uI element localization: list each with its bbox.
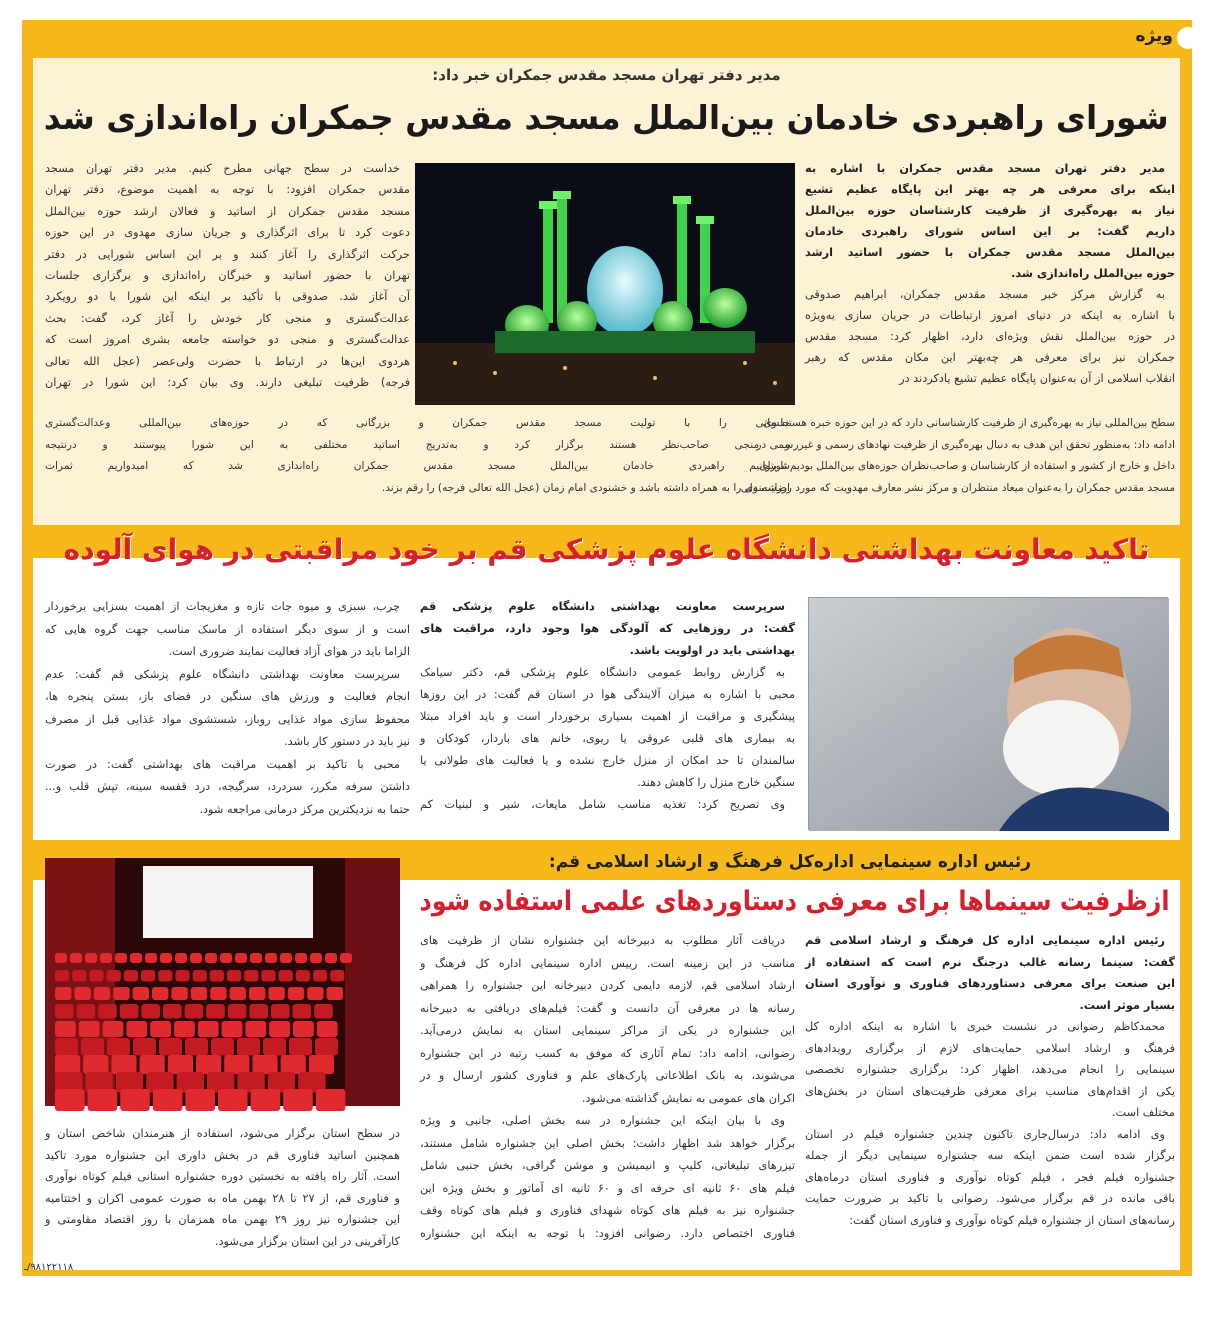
article-column — [45, 596, 410, 821]
text-line: این جشنواره در یکی از مراکز سینمایی استان به نمایش درمی‌آید. — [420, 1024, 795, 1037]
cinema-seat — [230, 987, 246, 1000]
text-line: فرهنگ و ارشاد اسلامی حمایت‌های لازم از برگزاری رویدادهای — [805, 1041, 1175, 1055]
text-line: ارزشمندی را به همراه داشته باشد و خشنودی امام زمان (عجل الله تعالی فرجه) را رقم بزند. — [381, 481, 790, 494]
text-line: با اشاره به اینکه در دنیای امروز ارتباطات در جریان سازی به‌ویژه — [805, 309, 1175, 322]
text-line: تهران با حضور اساتید و خبرگان راه‌اندازی و برگزاری جلسات — [45, 268, 410, 282]
text-line: سینمایی را انجام می‌دهد، اظهار کرد: برگزاری جشنواره تخصصی — [805, 1063, 1175, 1076]
text-line: عدالت‌گستری و منجی کار خودش را آغاز کرد، گفت: بحث — [45, 311, 410, 325]
cinema-seat — [185, 1089, 215, 1111]
text-line: آن آغاز شد. صدوقی با تأکید بر اینکه این شورا با دو رویکرد — [45, 290, 410, 304]
article-column — [420, 930, 795, 1245]
text-line: در سطح استان برگزار می‌شود، استفاده از هنرمندان شاخص استان و — [45, 1127, 400, 1140]
text-line: مناسب در این زمینه است. رییس اداره سینمایی اداره کل فرهنگ و — [420, 956, 795, 970]
text-line: شورای راهبردی خادمان بین‌الملل مسجد مقدس جمکران راه‌اندازی شد که امیدواریم ثمرات — [45, 460, 790, 472]
cinema-seat — [249, 987, 265, 1000]
text-line: عدالت‌گستری و منجی دو خواسته جامعه بشری امروز است که — [45, 333, 410, 347]
paragraph — [45, 664, 410, 754]
text-line: فناوری اختصاص دارد. رضوانی افزود: با توجه به اینکه این جشنواره — [420, 1226, 795, 1240]
cinema-seat — [85, 953, 97, 963]
cinema-seat — [268, 987, 284, 1000]
text-line: پیشگیری و مراقبت از اهمیت بسیاری برخوردار است و باید افراد مبتلا — [420, 710, 795, 723]
section-bullet-icon — [1177, 27, 1199, 49]
cinema-seat — [279, 970, 293, 982]
cinema-seat — [98, 1004, 117, 1019]
cinema-seat — [325, 953, 337, 963]
cinema-seat — [227, 970, 241, 982]
cinema-seat — [293, 1004, 312, 1019]
cinema-seat — [224, 1055, 249, 1074]
text-line: انجام فعالیت و ورزش های سنگین در فضای باز، بستن پنجره ها، — [45, 690, 410, 703]
article-column — [740, 413, 1175, 499]
cinema-seat — [340, 953, 352, 963]
text-line: مقدس جمکران افزود: با توجه به اهمیت موضوع، دفتر تهران — [45, 183, 410, 197]
cinema-seat — [313, 970, 327, 982]
section-label: ویژه — [1135, 26, 1173, 46]
lede-line: گفت: در روزهایی که آلودگی هوا وجود دارد، مراقبت های — [420, 622, 795, 635]
cinema-seat — [289, 1038, 312, 1056]
text-line: انقلاب اسلامی از آن به‌عنوان پایگاه عظیم تشیع یادکردند در — [899, 372, 1175, 385]
lede-line: این صنعت برای معرفی دستاوردهای فناوری و نوآوری استان — [805, 977, 1175, 990]
article-headline: ازظرفیت سینماها برای معرفی دستاوردهای علمی استفاده شود — [419, 886, 1170, 917]
article-column — [45, 413, 790, 499]
paragraph — [420, 662, 795, 794]
cinema-seat — [83, 1055, 108, 1074]
text-line: باقی مانده در قم برگزار می‌شود. رضوانی با تاکید بر ضرورت حمایت — [805, 1192, 1175, 1205]
text-line: خداست در سطح جهانی مطرح کنیم. مدیر دفتر تهران مسجد — [45, 162, 400, 175]
cinema-seat — [94, 987, 110, 1000]
cinema-seat — [107, 970, 121, 982]
text-line: فرجه) ظرفیت تبلیغی دارند. وی بیان کرد: این شورا در تهران — [45, 375, 410, 389]
cinema-seat — [210, 987, 226, 1000]
paragraph — [805, 1016, 1175, 1124]
cinema-seat — [280, 953, 292, 963]
cinema-seat — [72, 970, 86, 982]
cinema-seat — [133, 1038, 156, 1056]
article-column — [45, 158, 410, 393]
cinema-seat — [77, 1004, 96, 1019]
cinema-seat — [205, 953, 217, 963]
cinema-seat — [190, 953, 202, 963]
cinema-seat — [159, 1038, 182, 1056]
cinema-seat — [245, 1021, 266, 1037]
cinema-seat — [79, 1021, 100, 1037]
text-line: جلساتی را با تولیت مسجد مقدس جمکران و بزرگانی که در حوزه‌های بین‌المللی وعدالت‌گستری — [45, 417, 790, 429]
article-lede — [420, 596, 795, 662]
cinema-seat — [265, 953, 277, 963]
cinema-seat — [55, 953, 67, 963]
cinema-seat — [210, 970, 224, 982]
article-lede — [805, 930, 1175, 1016]
cinema-seat — [163, 1004, 182, 1019]
paragraph — [45, 158, 410, 393]
cinema-seat — [191, 987, 207, 1000]
text-line: برگزار خواهد شد اظهار داشت: بخش اصلی این جشنواره شامل مستند، — [420, 1136, 795, 1150]
text-line: حرکت اثرگذاری را آغاز کنند و بر این اساس شورایی در دفتر — [45, 247, 410, 261]
text-line: رضوانی، ادامه داد: تمام آثاری که موفق به کسب رتبه در این جشنواره — [420, 1046, 795, 1060]
cinema-seat — [237, 1038, 260, 1056]
cinema-seat — [174, 1021, 195, 1037]
text-line: مسجد مقدس جمکران را به‌عنوان میعاد منتظران و مرکز نشر معارف مهدویت که مورد رضایت ولی — [740, 481, 1175, 494]
cinema-seat — [70, 953, 82, 963]
lede-line: رئیس اداره سینمایی اداره کل فرهنگ و ارشاد اسلامی قم — [805, 934, 1165, 947]
cinema-seat — [133, 987, 149, 1000]
text-line: مسجد مقدس جمکران از اساتید و فعالان ارشد حوزه بین‌الملل — [45, 204, 410, 218]
cinema-seat — [89, 970, 103, 982]
text-line: دعوت کرد تا برای اثرگذاری و جریان سازی مهدوی در این حوزه — [45, 226, 410, 240]
text-line: این جشنواره نیز روز ۲۹ بهمن ماه همزمان با روز اقتصاد مقاومتی و — [45, 1213, 400, 1226]
text-line: جشنواره فیلم فجر ، فیلم کوتاه نوآوری و فناوری استان درماه‌های — [805, 1170, 1175, 1184]
text-line: الزاما باید در هوای آزاد فعالیت نمایند ضروری است. — [168, 645, 410, 658]
cinema-seat — [141, 1004, 160, 1019]
cinema-seat — [175, 970, 189, 982]
lede-line: اینکه برای معرفی هر چه بهتر این پایگاه عظیم تشیع — [805, 183, 1175, 196]
cinema-seat — [251, 1089, 281, 1111]
cinema-seat — [252, 1055, 277, 1074]
text-line: یکی از اقدام‌های مناسب برای معرفی ظرفیت‌های استان در بخش‌های — [805, 1084, 1175, 1098]
paragraph — [740, 413, 1175, 499]
text-line: نیز باید در دستور کار باشد. — [284, 735, 410, 748]
cinema-seat — [111, 1055, 136, 1074]
cinema-seat — [228, 1004, 247, 1019]
text-line: است و از سوی دیگر استفاده از ماسک مناسب جهت گروه هایی که — [45, 622, 410, 636]
cinema-seat — [281, 1055, 306, 1074]
cinema-seat — [309, 1055, 334, 1074]
article-kicker: مدیر دفتر تهران مسجد مقدس جمکران خبر داد: — [432, 66, 781, 84]
lede-line: داریم گفت: بر این اساس شورای راهبردی خادمان — [805, 225, 1175, 238]
cinema-seat — [198, 1021, 219, 1037]
text-line: محفوظ سازی مواد غذایی روباز، شستشوی مواد غذایی قبل از مصرف — [45, 712, 410, 726]
text-line: سالمندان تا حد امکان از منزل خارج نشده و یا فعالیت های طولانی یا — [420, 754, 795, 767]
cinema-seat — [263, 1038, 286, 1056]
paragraph — [45, 1123, 400, 1252]
cinema-seat — [250, 953, 262, 963]
cinema-hall-photo — [45, 858, 400, 1106]
text-line: ارشاد اسلامی قم، لازمه دایمی کردن دبیرخانه این جشنواره را همراهی — [420, 979, 795, 992]
cinema-seat — [55, 987, 71, 1000]
cinema-seat — [168, 1055, 193, 1074]
cinema-seat — [140, 1055, 165, 1074]
paragraph — [805, 284, 1175, 389]
cinema-seat — [283, 1089, 313, 1111]
cinema-seat — [115, 953, 127, 963]
cinema-seat — [249, 1004, 268, 1019]
cinema-seat — [185, 1038, 208, 1056]
text-line: در حوزه بین‌الملل نقش ویژه‌ای دارد، اظهار کرد: مسجد مقدس — [805, 330, 1175, 343]
cinema-seat — [327, 987, 343, 1000]
paragraph — [420, 794, 795, 816]
text-line: سنگین خارج منزل را کاهش دهند. — [637, 776, 795, 789]
cinema-seat — [315, 1038, 338, 1056]
text-line: محمدکاظم رضوانی در نشست خبری با اشاره به اینکه اداره کل — [805, 1020, 1165, 1033]
mosque-night-photo — [415, 163, 795, 405]
cinema-seat — [316, 1089, 346, 1111]
cinema-seat — [107, 1038, 130, 1056]
cinema-seat — [158, 970, 172, 982]
cinema-seat — [196, 1055, 221, 1074]
text-line: وی با بیان اینکه این جشنواره در سه بخش اصلی، جانبی و ویژه — [420, 1114, 785, 1127]
cinema-seat — [220, 953, 232, 963]
cinema-seat — [330, 970, 344, 982]
text-line: کارآفرینی در این استان برگزار می‌شود. — [214, 1234, 400, 1248]
cinema-seat — [55, 1038, 78, 1056]
cinema-seat — [293, 1021, 314, 1037]
text-line: است. آثار راه یافته به نخستین دوره جشنواره استانی فیلم کوتاه نوآوری — [45, 1170, 400, 1183]
cinema-seat — [288, 987, 304, 1000]
cinema-seat — [55, 1089, 85, 1111]
article-column — [45, 1123, 400, 1252]
cinema-seat — [211, 1038, 234, 1056]
cinema-seat — [222, 1021, 243, 1037]
cinema-seat — [100, 953, 112, 963]
text-line: جمکران نیز برای معرفی هر چه‌بهتر این مکان مقدس که رهبر — [805, 351, 1175, 364]
text-line: وی ادامه داد: درسال‌جاری تاکنون چندین جشنواره فیلم در استان — [805, 1127, 1165, 1141]
text-line: جشنواره نیز به فیلم های کوتاه شهدای فناوری و فیلم های کوتاه وقف — [420, 1204, 795, 1217]
cinema-seat — [193, 970, 207, 982]
text-line: داخل و خارج از کشور و استفاده از کارشناسان و صاحب‌نظران حوزه‌های بین‌الملل بودیم تا بتوانیم — [749, 460, 1175, 472]
cinema-seat — [81, 1038, 104, 1056]
article-column — [805, 158, 1175, 389]
cinema-seat — [55, 1004, 74, 1019]
article-column — [420, 596, 795, 816]
text-line: به گزارش روابط عمومی دانشگاه علوم پزشکی قم، دکتر سیامک — [420, 666, 785, 679]
cinema-seat — [113, 987, 129, 1000]
text-line: اکران های عمومی به نمایش گذاشته می‌شود. — [581, 1091, 795, 1105]
text-line: تیزرهای تبلیغاتی، کلیپ و انیمیشن و موشن گرافی، بخش جنبی شامل — [420, 1159, 795, 1172]
cinema-seat — [130, 953, 142, 963]
text-line: محبی با تاکید بر اهمیت مراقبت های بهداشتی گفت: در صورت — [45, 757, 400, 771]
lede-line: بین‌الملل مسجد مقدس جمکران با حضور اساتید ارشد — [805, 246, 1175, 259]
text-line: ادامه داد: به‌منظور تحقق این هدف به دنبال بهره‌گیری از ظرفیت نهادهای رسمی و غیررسمی در — [756, 438, 1175, 451]
cinema-seat — [307, 987, 323, 1000]
text-line: می‌شوند، به بانک اطلاعاتی پارک‌های علم و فناوری کشور ارسال و در — [420, 1069, 795, 1082]
text-line: رسانه‌های استان از جشنواره فیلم کوتاه نوآوری و فناوری استان گفت: — [849, 1213, 1175, 1227]
cinema-seat — [310, 953, 322, 963]
cinema-seat — [261, 970, 275, 982]
text-line: دریافت آثار مطلوب به دبیرخانه این جشنواره نشان از ظرفیت های — [420, 934, 785, 947]
article-headline: شورای راهبردی خادمان بین‌الملل مسجد مقدس جمکران راه‌اندازی شد — [43, 98, 1169, 137]
lede-line: بسیار موثر است. — [1079, 998, 1175, 1012]
text-line: به بیماری های قلبی عروقی یا ریوی، خانم های باردار، کودکان و — [420, 732, 795, 745]
cinema-seat — [244, 970, 258, 982]
cinema-seat — [269, 1021, 290, 1037]
cinema-seat — [74, 987, 90, 1000]
cinema-seat — [185, 1004, 204, 1019]
cinema-seat — [120, 1089, 150, 1111]
paragraph — [45, 754, 410, 822]
cinema-seat — [126, 1021, 147, 1037]
cinema-seat — [218, 1089, 248, 1111]
cinema-seat — [317, 1021, 338, 1037]
article-lede — [805, 158, 1175, 284]
article-column — [805, 930, 1175, 1231]
text-line: داشتن سرفه مکرر، سردرد، سرگیجه، درد قفسه سینه، تپش قلب و... — [45, 780, 410, 793]
paragraph — [420, 1110, 795, 1245]
text-line: سرپرست معاونت بهداشتی دانشگاه علوم پزشکی قم گفت: عدم — [45, 667, 400, 681]
text-line: به گزارش مرکز خبر مسجد مقدس جمکران، ابراهیم صدوقی — [805, 288, 1165, 301]
text-line: همچنین اساتید فناوری قم در بخش داوری این جشنواره مورد تاکید — [45, 1148, 400, 1162]
text-line: وی تصریح کرد: تغذیه مناسب شامل مایعات، شیر و لبنیات کم — [420, 798, 785, 811]
lede-line: حوزه بین‌الملل راه‌اندازی شد. — [1011, 267, 1175, 280]
text-line: مختلف است. — [1111, 1106, 1175, 1119]
cinema-seat — [206, 1004, 225, 1019]
text-line: چرب، سبزی و میوه جات تازه و مغزیجات از اهمیت بسزایی برخوردار — [45, 600, 400, 613]
text-line: حتما به نزدیکترین مرکز درمانی مراجعه شود. — [199, 802, 410, 816]
text-line: فیلم های ۶۰ ثانیه ای حرفه ای و ۶۰ ثانیه ای آماتور و بخش ویژه این — [420, 1181, 795, 1195]
cinema-seat — [55, 1021, 76, 1037]
article-headline: تاکید معاونت بهداشتی دانشگاه علوم پزشکی قم بر خود مراقبتی در هوای آلوده — [63, 533, 1150, 566]
text-line: و منجی صاحب‌نظر هستند برگزار کرد و به‌تدریج اساتید مختلفی به این شورا پیوستند و درنتیجه — [45, 438, 790, 451]
article-kicker: رئیس اداره سینمایی اداره‌کل فرهنگ و ارشاد اسلامی قم: — [548, 852, 1032, 872]
cinema-seat — [152, 987, 168, 1000]
cinema-seat — [314, 1004, 333, 1019]
lede-line: سرپرست معاونت بهداشتی دانشگاه علوم پزشکی قم — [420, 600, 785, 613]
paragraph — [45, 413, 790, 499]
cinema-seat — [141, 970, 155, 982]
cinema-seat — [295, 953, 307, 963]
cinema-seat — [171, 987, 187, 1000]
lede-line: بهداشتی باید در اولویت باشد. — [629, 644, 795, 657]
text-line: برگزار شده است ضمن اینکه سه جشنواره سینمایی دیگر از جمله — [805, 1149, 1175, 1162]
cinema-seat — [124, 970, 138, 982]
text-line: رسانه ها در معرفی آن دانست و گفت: فیلم‌های دریافتی به دبیرخانه — [420, 1001, 795, 1015]
cinema-seat — [55, 970, 69, 982]
cinema-seat — [175, 953, 187, 963]
cinema-seat — [150, 1021, 171, 1037]
cinema-seat — [271, 1004, 290, 1019]
cinema-seat — [153, 1089, 183, 1111]
lede-line: گفت: سینما رسانه غالب درجنگ نرم است که استفاده از — [805, 955, 1175, 969]
lede-line: نیاز به بهره‌گیری از ظرفیت کارشناسان حوزه بین‌الملل — [805, 204, 1175, 217]
cinema-seat — [88, 1089, 118, 1111]
cinema-seat — [120, 1004, 139, 1019]
cinema-seat — [55, 1055, 80, 1074]
paragraph — [805, 1124, 1175, 1232]
section-header-bar — [22, 20, 1192, 58]
cinema-seat — [235, 953, 247, 963]
lede-line: مدیر دفتر تهران مسجد مقدس جمکران با اشاره به — [805, 162, 1165, 175]
cinema-seat — [103, 1021, 124, 1037]
text-line: هردوی این‌ها در ارتباط با حضرت ولی‌عصر (عجل الله تعالی — [45, 354, 410, 368]
paragraph — [420, 930, 795, 1110]
text-line: سطح بین‌المللی نیاز به بهره‌گیری از ظرفیت کارشناسانی دارد که در این حوزه خبره هستند وی — [763, 417, 1175, 429]
text-line: محبی با اشاره به میزان آلایندگی هوا در استان قم گفت: در این روزها — [420, 688, 795, 701]
cinema-seat — [296, 970, 310, 982]
paragraph — [45, 596, 410, 664]
footer-code: ۹۸۱۲۲۱۱۸/ـ — [24, 1262, 74, 1273]
man-with-face-mask-photo — [808, 597, 1168, 830]
text-line: و فناوری قم، از ۲۷ تا ۲۸ بهمن ماه به صورت عمومی اکران و اختتامیه — [45, 1191, 400, 1205]
cinema-seat — [160, 953, 172, 963]
cinema-seat — [145, 953, 157, 963]
